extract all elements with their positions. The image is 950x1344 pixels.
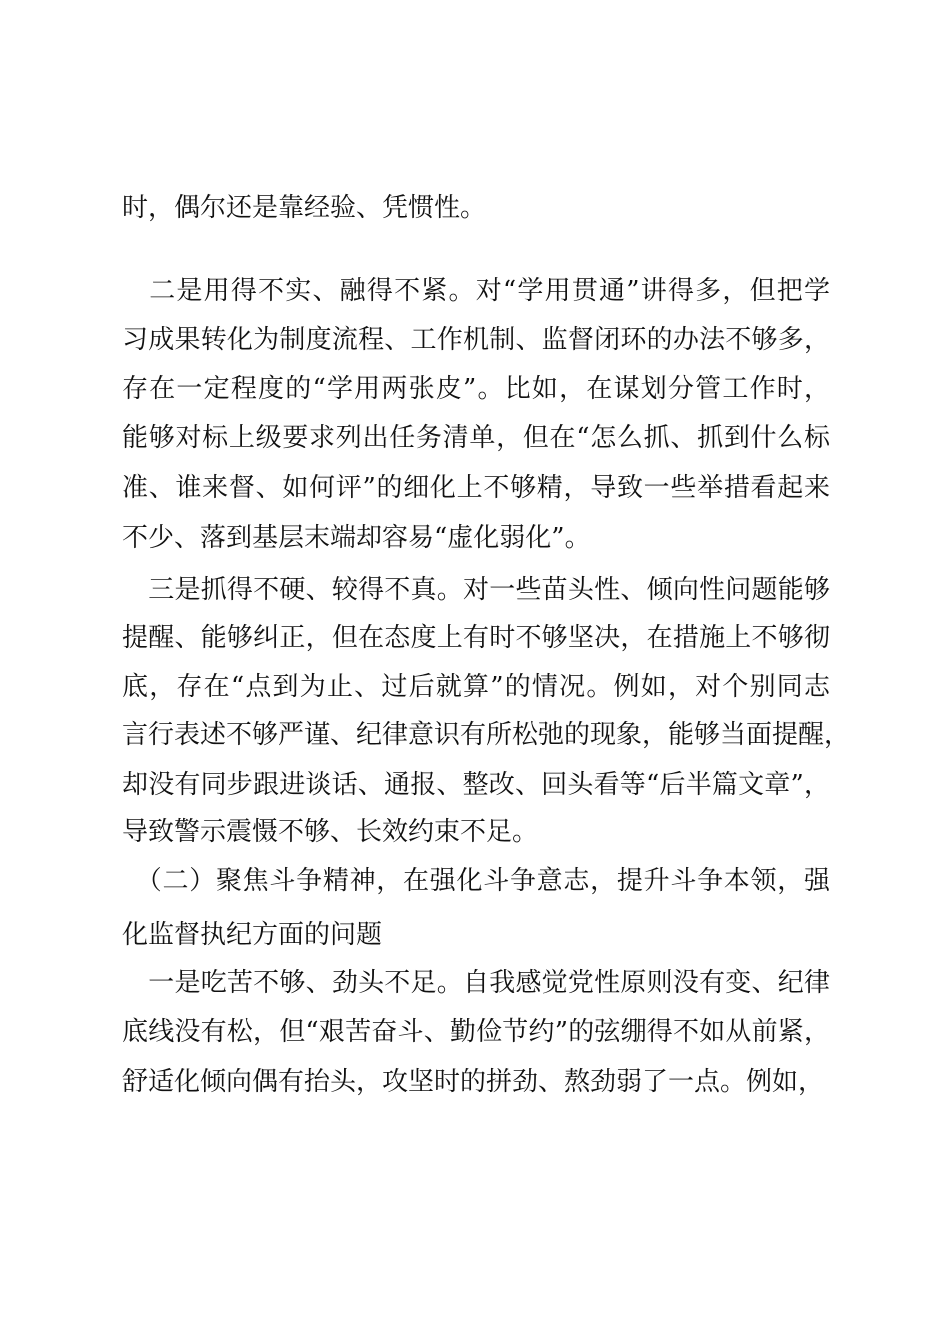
text-line: 存在一定程度的“学用两张皮”。比如，在谋划分管工作时， xyxy=(122,374,830,404)
text-line: 却没有同步跟进谈话、通报、整改、回头看等“后半篇文章”， xyxy=(122,770,830,800)
text-line: 言行表述不够严谨、纪律意识有所松弛的现象，能够当面提醒， xyxy=(122,720,851,750)
text-line: 导致警示震慑不够、长效约束不足。 xyxy=(122,817,539,847)
text-line: 时，偶尔还是靠经验、凭惯性。 xyxy=(122,193,487,223)
text-line: 不少、落到基层末端却容易“虚化弱化”。 xyxy=(122,523,591,553)
text-line: 底，存在“点到为止、过后就算”的情况。例如，对个别同志 xyxy=(122,672,830,702)
text-line: 准、谁来督、如何评”的细化上不够精，导致一些举措看起来 xyxy=(122,473,830,503)
text-line: 习成果转化为制度流程、工作机制、监督闭环的办法不够多， xyxy=(122,325,830,355)
text-line: 底线没有松，但“艰苦奋斗、勤俭节约”的弦绷得不如从前紧， xyxy=(122,1017,830,1047)
text-line: 三是抓得不硬、较得不真。对一些苗头性、倾向性问题能够 xyxy=(122,575,830,605)
section-heading-line: （二）聚焦斗争精神，在强化斗争意志，提升斗争本领，强 xyxy=(122,866,830,896)
text-line: 二是用得不实、融得不紧。对“学用贯通”讲得多，但把学 xyxy=(122,276,830,306)
text-line: 舒适化倾向偶有抬头，攻坚时的拼劲、熬劲弱了一点。例如， xyxy=(122,1067,825,1097)
text-line: 一是吃苦不够、劲头不足。自我感觉党性原则没有变、纪律 xyxy=(122,968,830,998)
section-heading-line: 化监督执纪方面的问题 xyxy=(122,920,383,950)
text-line: 提醒、能够纠正，但在态度上有时不够坚决，在措施上不够彻 xyxy=(122,623,830,653)
text-line: 能够对标上级要求列出任务清单，但在“怎么抓、抓到什么标 xyxy=(122,423,830,453)
